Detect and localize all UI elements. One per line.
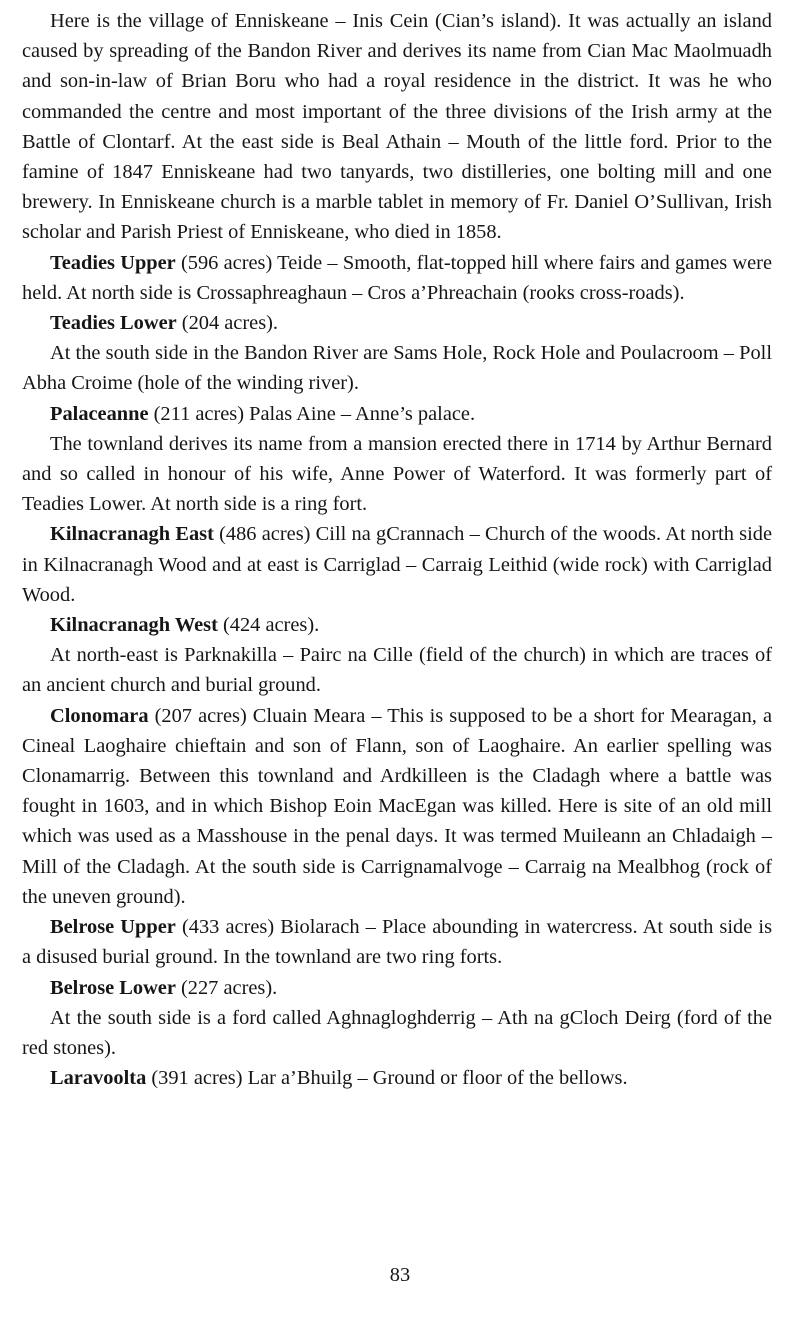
entry-paragraph: [22, 399, 772, 429]
townland-name: Teadies Upper: [50, 251, 176, 274]
entry-paragraph: [22, 912, 772, 972]
entry-paragraph: [22, 248, 772, 308]
entry-text: At the south side in the Bandon River are Sams Hole, Rock Hole and Poulacroom – Poll Abha Croime (hole of the winding river).: [22, 342, 772, 395]
townland-name: Belrose Upper: [50, 916, 176, 939]
entry-paragraph: [22, 338, 772, 398]
townland-name: Kilnacranagh East: [50, 523, 214, 546]
entry-text: (207 acres) Cluain Meara – This is supposed to be a short for Mearagan, a Cineal Laoghaire chieftain and son of Flann, son of Laoghaire. An earlier spelling was Clonamarrig. Between this townland and Ardkilleen is the Cladagh where a battle was fought in 1603, and in which Bishop Eoin MacEgan was killed. Here is site of an old mill which was used as a Masshouse in the penal days. It was termed Muileann an Chladaigh – Mill of the Cladagh. At the south side is Carrignamalvoge – Carraig na Mealbhog (rock of the uneven ground).: [22, 704, 772, 908]
townland-name: Laravoolta: [50, 1067, 147, 1090]
entry-paragraph: [22, 1003, 772, 1063]
townland-name: Kilnacranagh West: [50, 614, 218, 637]
intro-paragraph: Here is the village of Enniskeane – Inis Cein (Cian’s island). It was actually an island caused by spreading of the Bandon River and derives its name from Cian Mac Maolmuadh and son-in-law of Brian Boru who had a royal residence in the district. It was he who commanded the centre and most important of the three divisions of the Irish army at the Battle of Clontarf. At the east side is Beal Athain – Mouth of the little ford. Prior to the famine of 1847 Enniskeane had two tanyards, two distilleries, one bolting mill and one brewery. In Enniskeane church is a marble tablet in memory of Fr. Daniel O’Sullivan, Irish scholar and Parish Priest of Enniskeane, who died in 1858.: [22, 10, 772, 244]
entry-paragraph: [22, 701, 772, 912]
entry-text: (211 acres) Palas Aine – Anne’s palace.: [148, 402, 476, 425]
entry-text: At north-east is Parknakilla – Pairc na Cille (field of the church) in which are traces of an ancient church and burial ground.: [22, 644, 772, 697]
page-number: 83: [389, 1264, 411, 1286]
townland-name: Clonomara: [50, 704, 149, 727]
entry-paragraph: [22, 308, 772, 338]
entry-text: (433 acres) Biolarach – Place abounding in watercress. At south side is a disused burial ground. In the townland are two ring forts.: [22, 916, 772, 969]
entry-text: At the south side is a ford called Aghnagloghderrig – Ath na gCloch Deirg (ford of the red stones).: [22, 1006, 772, 1059]
entry-text: (391 acres) Lar a’Bhuilg – Ground or floor of the bellows.: [146, 1067, 628, 1090]
document-page: [22, 6, 772, 1093]
entry-text: (204 acres).: [176, 312, 279, 335]
entry-paragraph: [22, 610, 772, 640]
entry-paragraph: [22, 1063, 772, 1093]
entry-text: The townland derives its name from a mansion erected there in 1714 by Arthur Bernard and so called in honour of his wife, Anne Power of Waterford. It was formerly part of Teadies Lower. At north side is a ring fort.: [22, 432, 772, 516]
entry-text: (486 acres) Cill na gCrannach – Church of the woods. At north side in Kilnacranagh Wood and at east is Carriglad – Carraig Leithid (wide rock) with Carriglad Wood.: [22, 523, 772, 606]
entry-paragraph: [22, 640, 772, 700]
entry-paragraph: [22, 519, 772, 610]
entry-text: (227 acres).: [175, 976, 278, 999]
townland-name: Belrose Lower: [50, 976, 176, 999]
townland-name: Palaceanne: [50, 402, 149, 425]
entry-text: (596 acres) Teide – Smooth, flat-topped hill where fairs and games were held. At north side is Crossaphreaghaun – Cros a’Phreachain (rooks cross-roads).: [22, 251, 772, 304]
entry-text: (424 acres).: [217, 614, 320, 637]
entry-paragraph: [22, 973, 772, 1003]
entry-paragraph: [22, 429, 772, 520]
townland-name: Teadies Lower: [50, 312, 177, 335]
